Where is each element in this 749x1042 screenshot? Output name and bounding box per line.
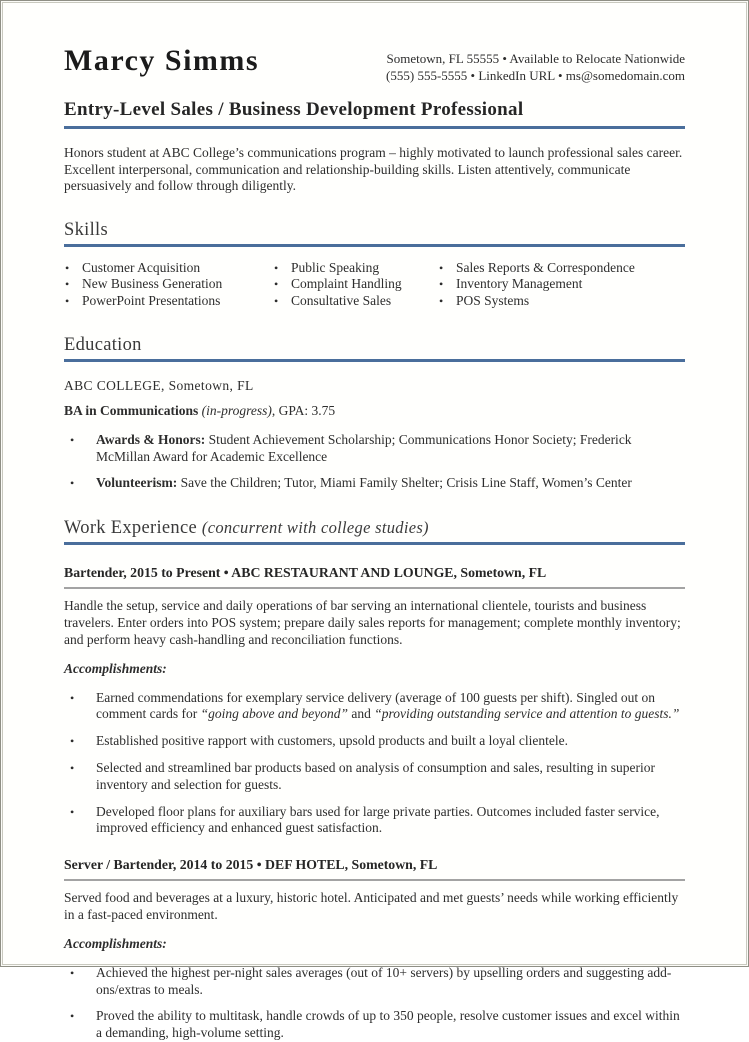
text-segment: Selected and streamlined bar products based on analysis of consumption and sales, resulting in superior inventory and selection for guests. — [96, 760, 655, 792]
text-segment: and — [347, 706, 375, 722]
text-segment: Established positive rapport with customers, upsold products and built a loyal clientele. — [96, 733, 569, 749]
skill-item: • Complaint Handling — [273, 276, 438, 293]
text-segment: Developed floor plans for auxiliary bars used for large private parties. Outcomes included faster service, improved efficiency and enhanced guest satisfaction. — [96, 803, 660, 836]
accomplishment-bullet — [64, 690, 685, 724]
skill-item: • Public Speaking — [273, 260, 438, 277]
accomplishment-bullet — [64, 804, 685, 838]
accomplishments-label: Accomplishments: — [64, 935, 167, 951]
skill-item: • Consultative Sales — [273, 293, 438, 310]
skill-item: • New Business Generation — [64, 276, 273, 293]
summary-paragraph: Honors student at ABC College’s communications program – highly motivated to launch professional sales career. Excellent interpersonal, communication and relationship-building skills. Listen attentively, communicate persuasively and follow through diligently. — [64, 145, 683, 193]
skills-column-3 — [438, 260, 685, 310]
accomplishment-bullet — [64, 1008, 685, 1042]
text-segment: Server / Bartender, 2014 to 2015 — [64, 857, 254, 873]
contact-line-2: (555) 555-5555 • LinkedIn URL • ms@somedomain.com — [386, 68, 685, 83]
text-segment: “providing outstanding service and attention to guests.” — [374, 706, 680, 722]
job-title — [64, 565, 685, 589]
text-segment: • DEF HOTEL, Sometown, FL — [253, 857, 438, 873]
text-segment: Volunteerism: — [96, 475, 178, 491]
text-segment: Save the Children; Tutor, Miami Family Shelter; Crisis Line Staff, Women’s Center — [177, 475, 632, 491]
text-segment: Student Achievement Scholarship; Communications Honor Society; Frederick McMillan Award for Academic Excellence — [96, 431, 632, 464]
accomplishment-bullet — [64, 760, 685, 794]
text-segment: Bartender, 2015 to Present — [64, 565, 221, 581]
skill-item: • PowerPoint Presentations — [64, 293, 273, 310]
skills-column-1 — [64, 260, 273, 310]
text-segment: “going above and beyond” — [200, 706, 348, 722]
education-degree — [64, 403, 685, 419]
text-segment: Achieved the highest per-night sales averages (out of 10+ servers) by upselling orders and suggesting add-ons/extras to meals. — [96, 964, 672, 997]
section-heading-skills: Skills — [64, 220, 685, 247]
text-segment: (in-progress) — [198, 402, 272, 418]
accomplishment-bullets — [64, 965, 685, 1042]
resume-headline: Entry-Level Sales / Business Development Professional — [64, 99, 685, 129]
text-segment: Earned commendations for exemplary service delivery (average of 100 guests per shift). Singled out on comment cards for — [96, 689, 655, 722]
job-entry — [64, 857, 685, 1042]
text-segment: , GPA: 3.75 — [271, 402, 336, 418]
education-school: ABC COLLEGE, Sometown, FL — [64, 377, 254, 393]
work-heading-label: Work Experience — [64, 518, 197, 539]
skills-column-2 — [273, 260, 438, 310]
section-heading-education: Education — [64, 335, 685, 362]
accomplishment-bullet — [64, 733, 685, 750]
text-segment: Awards & Honors: — [96, 431, 206, 447]
text-segment: • ABC RESTAURANT AND LOUNGE, Sometown, FL — [220, 565, 547, 581]
accomplishment-bullets — [64, 690, 685, 838]
contact-info — [386, 45, 685, 84]
contact-line-1: Sometown, FL 55555 • Available to Relocate Nationwide — [386, 51, 685, 66]
job-title — [64, 857, 685, 881]
skill-item: • POS Systems — [438, 293, 685, 310]
skill-item: • Sales Reports & Correspondence — [438, 260, 685, 277]
work-heading-note: (concurrent with college studies) — [201, 518, 429, 538]
education-bullet — [64, 475, 685, 492]
text-segment: Proved the ability to multitask, handle crowds of up to 350 people, resolve customer issues and excel within a demanding, high-volume setting. — [96, 1008, 680, 1041]
section-heading-work-experience — [64, 517, 685, 545]
job-entry — [64, 565, 685, 837]
education-bullets — [64, 432, 685, 492]
skill-item: • Inventory Management — [438, 276, 685, 293]
resume-header — [64, 45, 685, 84]
accomplishment-bullet — [64, 965, 685, 999]
education-bullet — [64, 432, 685, 466]
job-description: Handle the setup, service and daily operations of bar serving an international clientele, tourists and business travelers. Enter orders into POS system; prepare daily sales reports for management; complete monthly inventory; and perform heavy cash-handling and reconciliation functions. — [64, 598, 681, 647]
candidate-name: Marcy Simms — [64, 44, 260, 77]
skill-item: • Customer Acquisition — [64, 260, 273, 277]
text-segment: BA in Communications — [64, 402, 199, 418]
job-description: Served food and beverages at a luxury, historic hotel. Anticipated and met guests’ needs while working efficiently in a fast-paced environment. — [64, 890, 679, 923]
accomplishments-label: Accomplishments: — [64, 660, 167, 676]
skills-list — [64, 260, 685, 310]
job-list — [64, 565, 685, 1042]
